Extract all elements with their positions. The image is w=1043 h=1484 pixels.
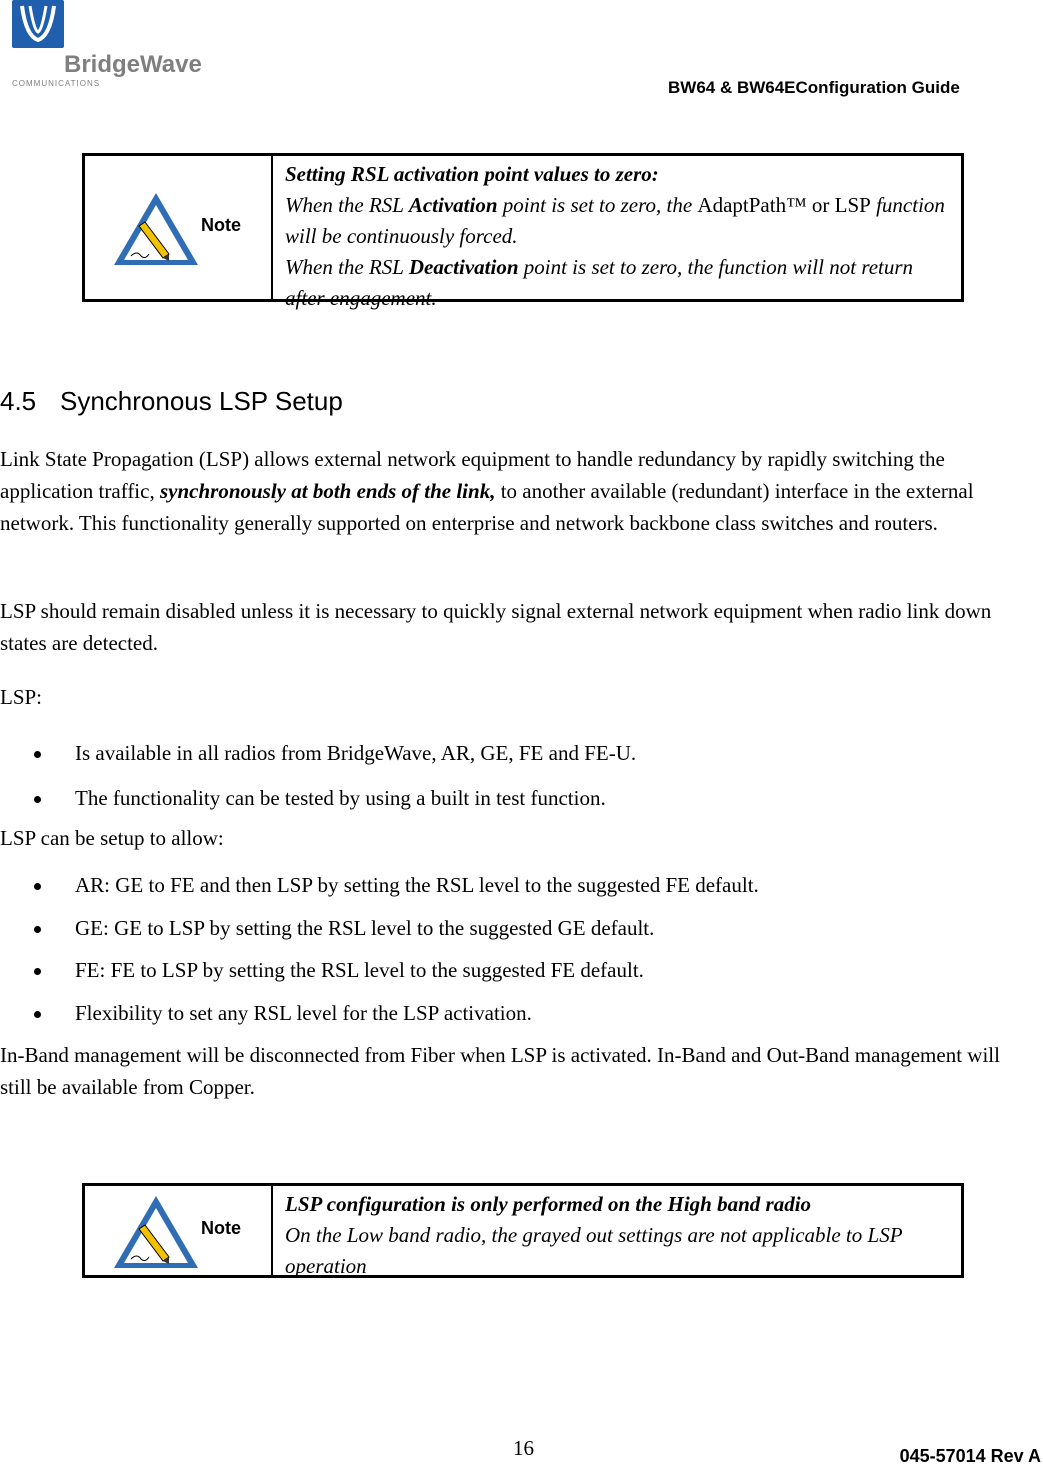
note-heading: LSP configuration is only performed on the High band radio — [285, 1192, 812, 1216]
note-label: Note — [200, 1217, 241, 1238]
note-icon-cell — [85, 1186, 273, 1275]
note-icon — [111, 1191, 246, 1271]
note-label: Note — [200, 214, 241, 235]
setup-label: LSP can be setup to allow: — [0, 826, 224, 850]
section-heading — [0, 386, 343, 417]
note-line-activation: When the RSL Activation point is set to zero, the AdaptPath™ or LSP function will be continuously forced. — [285, 193, 945, 248]
logo-subtext: COMMUNICATIONS — [12, 79, 101, 88]
note-icon-cell — [85, 156, 273, 299]
paragraph-lsp-intro: Link State Propagation (LSP) allows external network equipment to handle redundancy by rapidly switching the application traffic, synchronously at both ends of the link, to another available (redundant) interface in the external network. This functionality generally supported on enterprise and network backbone class switches and routers. — [0, 447, 974, 535]
section-number: 4.5 — [0, 386, 37, 416]
company-logo — [8, 0, 208, 95]
page-number: 16 — [513, 1436, 534, 1460]
paragraph-inband: In-Band management will be disconnected from Fiber when LSP is activated. In-Band and Out-Band management will still be available from Copper. — [0, 1043, 1000, 1099]
note-text — [273, 1186, 961, 1278]
paragraph-lsp-disabled: LSP should remain disabled unless it is necessary to quickly signal external network equipment when radio link down states are detected. — [0, 599, 992, 655]
note-icon — [111, 188, 246, 268]
note-box-lsp — [82, 1183, 964, 1278]
note-body: On the Low band radio, the grayed out settings are not applicable to LSP operation — [285, 1223, 903, 1278]
lsp-label: LSP: — [0, 685, 43, 709]
section-title: Synchronous LSP Setup — [60, 386, 343, 416]
document-title: BW64 & BW64EConfiguration Guide — [668, 78, 960, 97]
note-heading: Setting RSL activation point values to zero: — [285, 162, 659, 186]
note-line-deactivation: When the RSL Deactivation point is set to zero, the function will not return after engagement. — [285, 255, 914, 310]
note-box-rsl — [82, 153, 964, 310]
note-text — [273, 156, 961, 310]
logo-text: BridgeWave — [64, 51, 202, 78]
document-revision: 045-57014 Rev A — [899, 1446, 1041, 1466]
